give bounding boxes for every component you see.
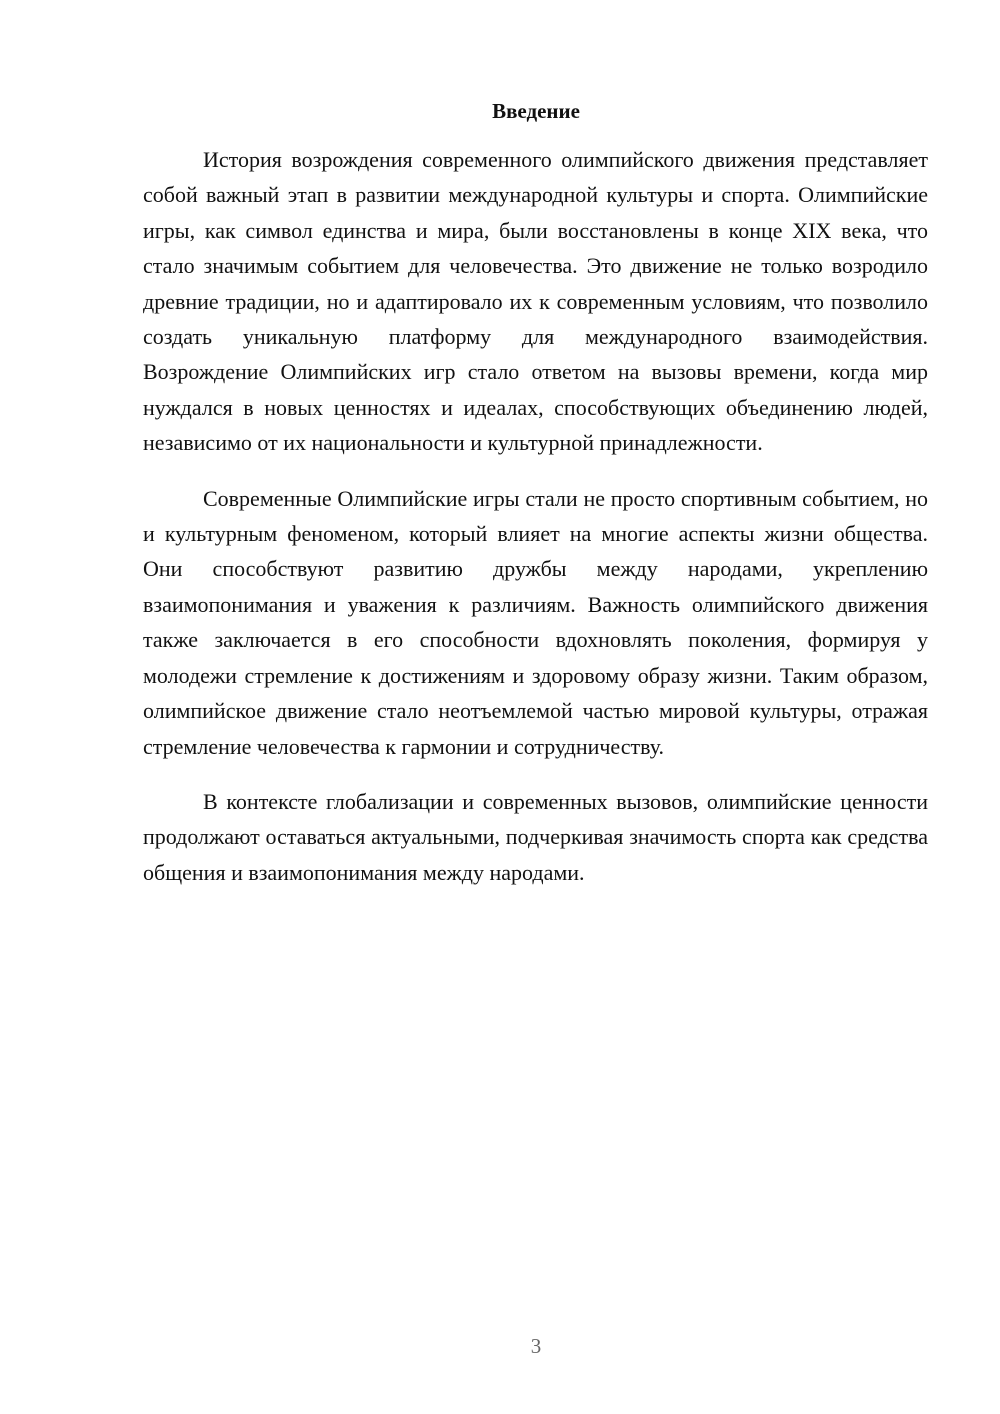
section-title: Введение — [492, 99, 580, 123]
document-body — [143, 142, 928, 910]
paragraph-3: В контексте глобализации и современных вызовов, олимпийские ценности продолжают оставаться актуальными, подчеркивая значимость спорта как средства общения и взаимопонимания между народами. — [143, 788, 928, 885]
paragraph-2: Современные Олимпийские игры стали не просто спортивным событием, но и культурным феноменом, который влияет на многие аспекты жизни общества. Они способствуют развитию дружбы между народами, укреплению взаимопонимания и уважения к различиям. Важность олимпийского движения также заключается в его способности вдохновлять поколения, формируя у молодежи стремление к достижениям и здоровому образу жизни. Таким образом, олимпийское движение стало неотъемлемой частью мировой культуры, отражая стремление человечества к гармонии и сотрудничеству. — [143, 485, 928, 759]
page-number: 3 — [530, 1334, 542, 1358]
paragraph-1: История возрождения современного олимпийского движения представляет собой важный этап в развитии международной культуры и спорта. Олимпийские игры, как символ единства и мира, были восстановлены в конце XIX века, что стало значимым событием для человечества. Это движение не только возродило древние традиции, но и адаптировало их к современным условиям, что позволило создать уникальную платформу для международного взаимодействия. Возрождение Олимпийских игр стало ответом на вызовы времени, когда мир нуждался в новых ценностях и идеалах, способствующих объединению людей, независимо от их национальности и культурной принадлежности. — [143, 147, 928, 456]
